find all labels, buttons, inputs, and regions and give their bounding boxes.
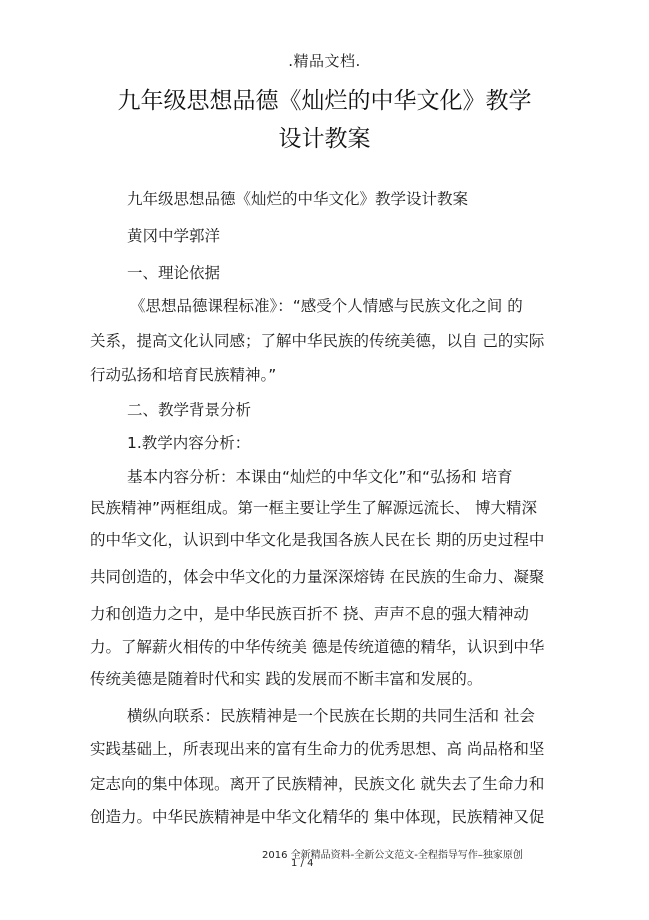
paragraph-line: 力。了解薪火相传的中华传统美 德是传统道德的精华，认识到中华 (90, 638, 545, 656)
footer-note: 2016 全新精品资料-全新公文范文-全程指导写作–独家原创 (262, 850, 523, 861)
section-heading-background: 二、教学背景分析 (127, 401, 252, 419)
document-title-line-1: 九年级思想品德《灿烂的中华文化》教学 (117, 88, 532, 114)
paragraph-line: 的中华文化，认识到中华文化是我国各族人民在长 期的历史过程中 (90, 531, 545, 549)
paragraph-line: 行动弘扬和培育民族精神。” (90, 366, 277, 384)
header-watermark-text: .精品文档. (288, 52, 361, 70)
paragraph-line: 基本内容分析：本课由“灿烂的中华文化”和“弘扬和 培育 (127, 468, 513, 486)
author-line: 黄冈中学郭洋 (127, 227, 221, 245)
subsection-heading-content: 1.教学内容分析： (127, 434, 251, 452)
paragraph-line: 力和创造力之中，是中华民族百折不 挠、声声不息的强大精神动 (90, 605, 529, 623)
section-heading-theory: 一、理论依据 (127, 264, 221, 282)
paragraph-line: 创造力。中华民族精神是中华文化精华的 集中体现，民族精神又促 (90, 808, 545, 826)
paragraph-line: 关系，提高文化认同感；了解中华民族的传统美德，以自 己的实际 (90, 332, 545, 350)
paragraph-line: 《思想品德课程标准》：“感受个人情感与民族文化之间 的 (130, 297, 523, 315)
paragraph-line: 共同创造的，体会中华文化的力量深深熔铸 在民族的生命力、凝聚 (90, 568, 545, 586)
paragraph-line: 横纵向联系：民族精神是一个民族在长期的共同生活和 社会 (127, 707, 535, 725)
document-title-line-2: 设计教案 (278, 126, 371, 152)
page-number: 1 / 4 (291, 858, 314, 869)
paragraph-line: 民族精神”两框组成。第一框主要让学生了解源远流长、 博大精深 (90, 499, 537, 517)
paragraph-line: 定志向的集中体现。离开了民族精神，民族文化 就失去了生命力和 (90, 775, 545, 793)
paragraph-line: 传统美德是随着时代和实 践的发展而不断丰富和发展的。 (90, 670, 483, 688)
paragraph-line: 实践基础上，所表现出来的富有生命力的优秀思想、高 尚品格和坚 (90, 740, 545, 758)
subtitle-line: 九年级思想品德《灿烂的中华文化》教学设计教案 (127, 190, 469, 208)
